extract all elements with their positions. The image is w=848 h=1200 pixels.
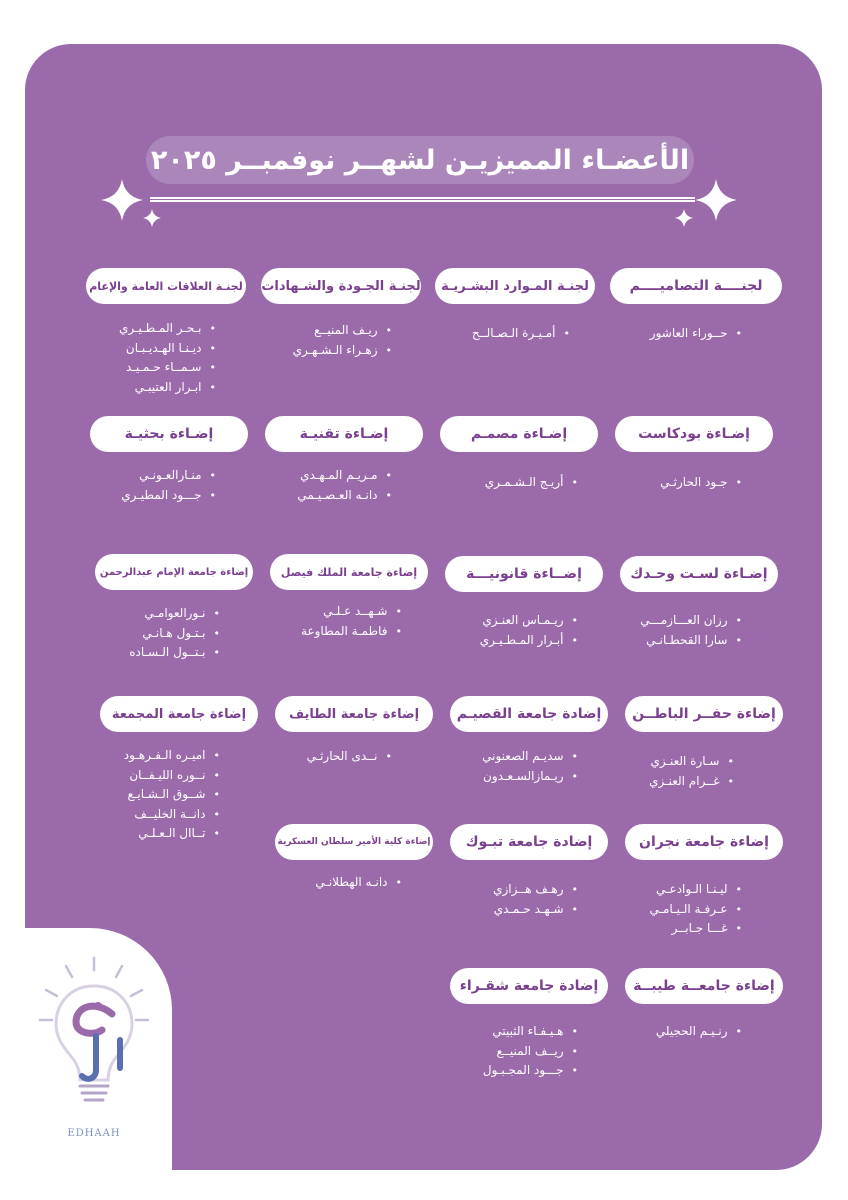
member-name: • زهـراء الـشـهـري [293, 341, 392, 361]
member-name: • أريـج الـشـمـري [485, 473, 578, 493]
committee-pill: إضادة جامعة شقـراء [450, 968, 608, 1004]
member-name: • شـهــد عـلـي [301, 602, 402, 622]
member-list [297, 466, 392, 505]
committee-pill: إضــاءة قانونيـــة [445, 556, 603, 592]
member-name: • نــوره الليـفــان [124, 766, 220, 786]
committee-pill: إضـاءة لسـت وحـدك [620, 556, 778, 592]
member-name: • منـارالعـونـي [121, 466, 216, 486]
committee-pill: إضادة جامعة تبـوك [450, 824, 608, 860]
member-name: • ليـنـا الـوادعـي [649, 880, 742, 900]
member-name: • جـــود المطيـري [121, 486, 216, 506]
sparkle-icon [694, 178, 738, 222]
member-name: • ديـنـا الهـديـبـان [119, 339, 216, 359]
member-name: • عـرفـة الـيـامـي [649, 900, 742, 920]
member-name: • نــدى الحارثـي [307, 747, 392, 767]
committee-pill: لجنــــة التصاميــــم [610, 268, 782, 304]
member-name: • ريــف المنيــع [483, 1042, 578, 1062]
member-name: • شـهـد حـمـدي [493, 900, 578, 920]
committee-pill: إضاءة جامعة المجمعة [100, 696, 258, 732]
member-name: • سارا القحطـانـي [640, 631, 742, 651]
member-name: • جـــود المجـبـول [483, 1061, 578, 1081]
sparkle-icon [142, 208, 162, 228]
title-divider [150, 197, 695, 202]
member-list [119, 319, 216, 397]
committee-pill: إضـاءة بحثيـة [90, 416, 248, 452]
member-list [124, 746, 220, 844]
lightbulb-logo-icon [36, 950, 154, 1146]
committee-pill: إضـاءة مصمـم [440, 416, 598, 452]
member-name: • بـتــول الـسـاده [129, 643, 220, 663]
committee-pill: إضاءة حفــر الباطــن [625, 696, 783, 732]
member-list [121, 466, 216, 505]
member-name: • غـــا جـابــر [649, 919, 742, 939]
member-name: • بـحـر المـطـيـري [119, 319, 216, 339]
member-list [493, 880, 578, 919]
committee-pill: إضاءة كلية الأمير سلطان العسكرية [275, 824, 433, 860]
member-name: • سـارة العنـزي [649, 752, 734, 772]
member-name: • ريـمـاس العنـزي [480, 611, 578, 631]
member-name: • شــوق الـشـايـع [124, 785, 220, 805]
member-name: • هـيـفـاء الثبيتي [483, 1022, 578, 1042]
member-name: • رهـف هــزازي [493, 880, 578, 900]
committee-pill: لجنـة الجـودة والشـهادات [261, 268, 421, 304]
committee-pill: إضاءة جامعة نجران [625, 824, 783, 860]
member-name: • تــاال الـعـلـي [124, 824, 220, 844]
page-title: الأعضـاء المميزيـن لشهــر نوفمبــر ٢٠٢٥ [146, 136, 694, 184]
committee-pill: إضاءة جامعة الملك فيصل [270, 554, 428, 590]
member-list [656, 1022, 742, 1042]
sparkle-icon [674, 208, 694, 228]
committee-pill: لجنـة العلاقات العامة والإعام [86, 268, 246, 304]
member-name: • سديـم الصعنوني [482, 747, 578, 767]
member-name: • رنـيـم الحجيلي [656, 1022, 742, 1042]
committee-pill: إضاءة جامعة الطايف [275, 696, 433, 732]
brand-name: EDHAAH [67, 1128, 121, 1139]
member-list [301, 602, 402, 641]
member-list [315, 873, 402, 893]
member-list [485, 473, 578, 493]
member-list [649, 752, 734, 791]
member-name: • أبـرار المـطـيـري [480, 631, 578, 651]
committee-pill: إضاءة جامعة الإمام عبدالرحمن [95, 554, 253, 590]
member-name: • ريـمازالسـعـدون [482, 767, 578, 787]
member-name: • غــرام العنـزي [649, 772, 734, 792]
member-name: • ريـف المنيــع [293, 321, 392, 341]
member-list [129, 604, 220, 663]
member-list [293, 321, 392, 360]
member-name: • بـتـول هـانـي [129, 624, 220, 644]
member-list [650, 324, 742, 344]
member-list [640, 611, 742, 650]
member-list [660, 473, 742, 493]
member-name: • أمـيـرة الـصـالــح [472, 324, 570, 344]
member-name: • مـريـم المـهـدي [297, 466, 392, 486]
member-list [480, 611, 578, 650]
committee-pill: إضـاءة بودكاست [615, 416, 773, 452]
committee-pill: لجنـة المـوارد البشـريـة [435, 268, 595, 304]
member-name: • سـمــاء حـمـيـد [119, 358, 216, 378]
member-name: • رزان العـــازمـــي [640, 611, 742, 631]
member-name: • فاطمـة المطاوعة [301, 622, 402, 642]
member-name: • حــوراء العاشور [650, 324, 742, 344]
committee-pill: إضاءة جامعــة طيبــة [625, 968, 783, 1004]
edhaah-logo [36, 950, 154, 1146]
member-list [483, 1022, 578, 1081]
committee-pill: إضادة جامعة القصيـم [450, 696, 608, 732]
sparkle-icon [100, 178, 144, 222]
member-name: • دانــة الخليــف [124, 805, 220, 825]
member-list [472, 324, 570, 344]
member-list [649, 880, 742, 939]
member-name: • ابـرار العتيبـي [119, 378, 216, 398]
committee-pill: إضـاءة تقنيـة [265, 416, 423, 452]
member-list [307, 747, 392, 767]
member-name: • اميـره الـفـرهـود [124, 746, 220, 766]
member-list [482, 747, 578, 786]
member-name: • دانـه الهطلانـي [315, 873, 402, 893]
member-name: • جـود الحارثـي [660, 473, 742, 493]
member-name: • دانـه العـصـيـمي [297, 486, 392, 506]
member-name: • نـورالعوامـي [129, 604, 220, 624]
